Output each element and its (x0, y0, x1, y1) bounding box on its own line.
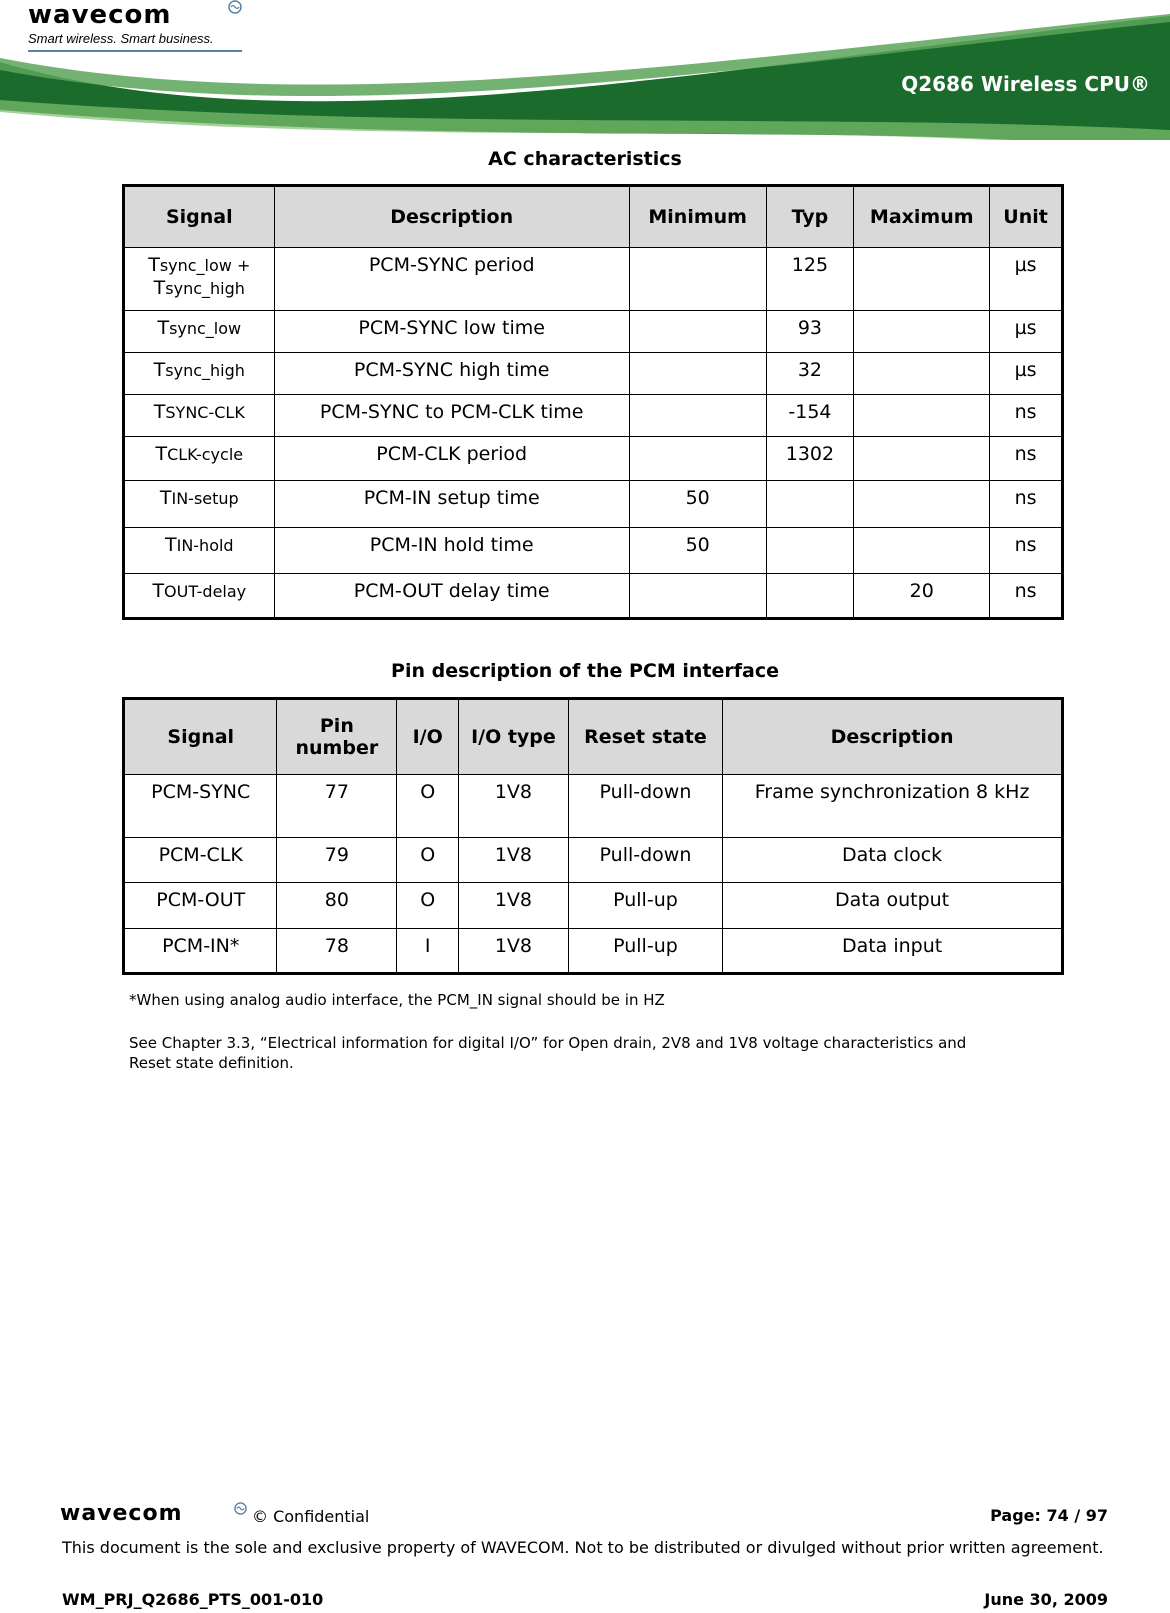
footnote: *When using analog audio interface, the PCM_IN signal should be in HZ (129, 991, 665, 1009)
pin-number-cell: 80 (277, 883, 397, 929)
column-header: Description (723, 699, 1063, 775)
reset-state-cell: Pull-down (568, 775, 722, 838)
signal-cell: PCM-OUT (124, 883, 277, 929)
column-header: Unit (990, 186, 1063, 248)
column-header: I/O type (459, 699, 569, 775)
typ-cell: 32 (766, 353, 854, 395)
page-number: Page: 74 / 97 (990, 1506, 1108, 1525)
header-logo: wavecom (28, 0, 172, 30)
table-row (124, 838, 1063, 883)
pin-number-cell: 77 (277, 775, 397, 838)
ac-characteristics-table (122, 184, 1064, 620)
signal-cell: Tsync_low (124, 311, 275, 353)
io-type-cell: 1V8 (459, 838, 569, 883)
pin-table-title: Pin description of the PCM interface (391, 660, 779, 682)
table-header-row (124, 186, 1063, 248)
signal-cell: TCLK-cycle (124, 437, 275, 481)
pin-number-cell: 78 (277, 929, 397, 974)
description-cell: PCM-SYNC low time (274, 311, 629, 353)
io-type-cell: 1V8 (459, 883, 569, 929)
minimum-cell (629, 353, 766, 395)
pin-number-cell: 79 (277, 838, 397, 883)
column-header: Maximum (854, 186, 990, 248)
typ-cell: 93 (766, 311, 854, 353)
signal-cell: Tsync_low + Tsync_high (124, 248, 275, 311)
table-row (124, 311, 1063, 353)
description-cell: Data output (723, 883, 1063, 929)
footer-logo: wavecom (60, 1501, 183, 1526)
typ-cell: 1302 (766, 437, 854, 481)
column-header: Reset state (568, 699, 722, 775)
document-reference: WM_PRJ_Q2686_PTS_001-010 (62, 1590, 324, 1609)
signal-cell: TIN-hold (124, 528, 275, 574)
io-type-cell: 1V8 (459, 775, 569, 838)
io-type-cell: 1V8 (459, 929, 569, 974)
table-row (124, 437, 1063, 481)
description-cell: PCM-CLK period (274, 437, 629, 481)
signal-cell: PCM-SYNC (124, 775, 277, 838)
signal-cell: PCM-IN* (124, 929, 277, 974)
footer-disclaimer: This document is the sole and exclusive property of WAVECOM. Not to be distributed or divulged without prior written agreement. (62, 1538, 1104, 1557)
reset-state-cell: Pull-down (568, 838, 722, 883)
pin-description-table (122, 697, 1064, 975)
maximum-cell (854, 395, 990, 437)
logo-wave-icon (228, 0, 242, 14)
unit-cell: ns (990, 528, 1063, 574)
description-cell: PCM-SYNC period (274, 248, 629, 311)
minimum-cell (629, 395, 766, 437)
unit-cell: ns (990, 395, 1063, 437)
minimum-cell (629, 437, 766, 481)
maximum-cell: 20 (854, 574, 990, 619)
typ-cell (766, 574, 854, 619)
io-cell: O (397, 883, 459, 929)
io-cell: I (397, 929, 459, 974)
footer-logo-wave-icon (234, 1502, 247, 1515)
table-row (124, 248, 1063, 311)
minimum-cell: 50 (629, 481, 766, 528)
minimum-cell (629, 311, 766, 353)
unit-cell: ns (990, 437, 1063, 481)
signal-cell: PCM-CLK (124, 838, 277, 883)
table-row (124, 353, 1063, 395)
maximum-cell (854, 311, 990, 353)
signal-cell: Tsync_high (124, 353, 275, 395)
unit-cell: ns (990, 574, 1063, 619)
minimum-cell (629, 574, 766, 619)
table-row (124, 395, 1063, 437)
column-header: Pin number (277, 699, 397, 775)
minimum-cell: 50 (629, 528, 766, 574)
column-header: Description (274, 186, 629, 248)
column-header: Typ (766, 186, 854, 248)
table-row (124, 929, 1063, 974)
product-title: Q2686 Wireless CPU® (901, 72, 1150, 96)
tagline-divider (28, 50, 242, 52)
ac-table-title: AC characteristics (488, 148, 682, 170)
typ-cell: 125 (766, 248, 854, 311)
typ-cell (766, 528, 854, 574)
unit-cell: µs (990, 248, 1063, 311)
table-row (124, 883, 1063, 929)
maximum-cell (854, 437, 990, 481)
description-cell: PCM-SYNC to PCM-CLK time (274, 395, 629, 437)
description-cell: PCM-SYNC high time (274, 353, 629, 395)
maximum-cell (854, 248, 990, 311)
maximum-cell (854, 481, 990, 528)
typ-cell (766, 481, 854, 528)
table-header-row (124, 699, 1063, 775)
description-cell: Data clock (723, 838, 1063, 883)
description-cell: Frame synchronization 8 kHz (723, 775, 1063, 838)
table-row (124, 481, 1063, 528)
header-tagline: Smart wireless. Smart business. (28, 31, 214, 46)
reset-state-cell: Pull-up (568, 883, 722, 929)
column-header: I/O (397, 699, 459, 775)
table-row (124, 574, 1063, 619)
unit-cell: ns (990, 481, 1063, 528)
see-chapter-note: See Chapter 3.3, “Electrical information for digital I/O” for Open drain, 2V8 and 1V8 voltage characteristics and Reset state definition. (129, 1034, 967, 1072)
signal-cell: TIN-setup (124, 481, 275, 528)
reset-state-cell: Pull-up (568, 929, 722, 974)
description-cell: PCM-IN hold time (274, 528, 629, 574)
signal-cell: TSYNC-CLK (124, 395, 275, 437)
io-cell: O (397, 775, 459, 838)
unit-cell: µs (990, 353, 1063, 395)
confidential-label: © Confidential (252, 1507, 370, 1526)
typ-cell: -154 (766, 395, 854, 437)
column-header: Signal (124, 699, 277, 775)
minimum-cell (629, 248, 766, 311)
table-row (124, 528, 1063, 574)
document-date: June 30, 2009 (984, 1590, 1108, 1609)
maximum-cell (854, 353, 990, 395)
io-cell: O (397, 838, 459, 883)
description-cell: Data input (723, 929, 1063, 974)
unit-cell: µs (990, 311, 1063, 353)
table-row (124, 775, 1063, 838)
column-header: Signal (124, 186, 275, 248)
description-cell: PCM-IN setup time (274, 481, 629, 528)
header-swoosh (0, 0, 1170, 140)
description-cell: PCM-OUT delay time (274, 574, 629, 619)
column-header: Minimum (629, 186, 766, 248)
maximum-cell (854, 528, 990, 574)
signal-cell: TOUT-delay (124, 574, 275, 619)
